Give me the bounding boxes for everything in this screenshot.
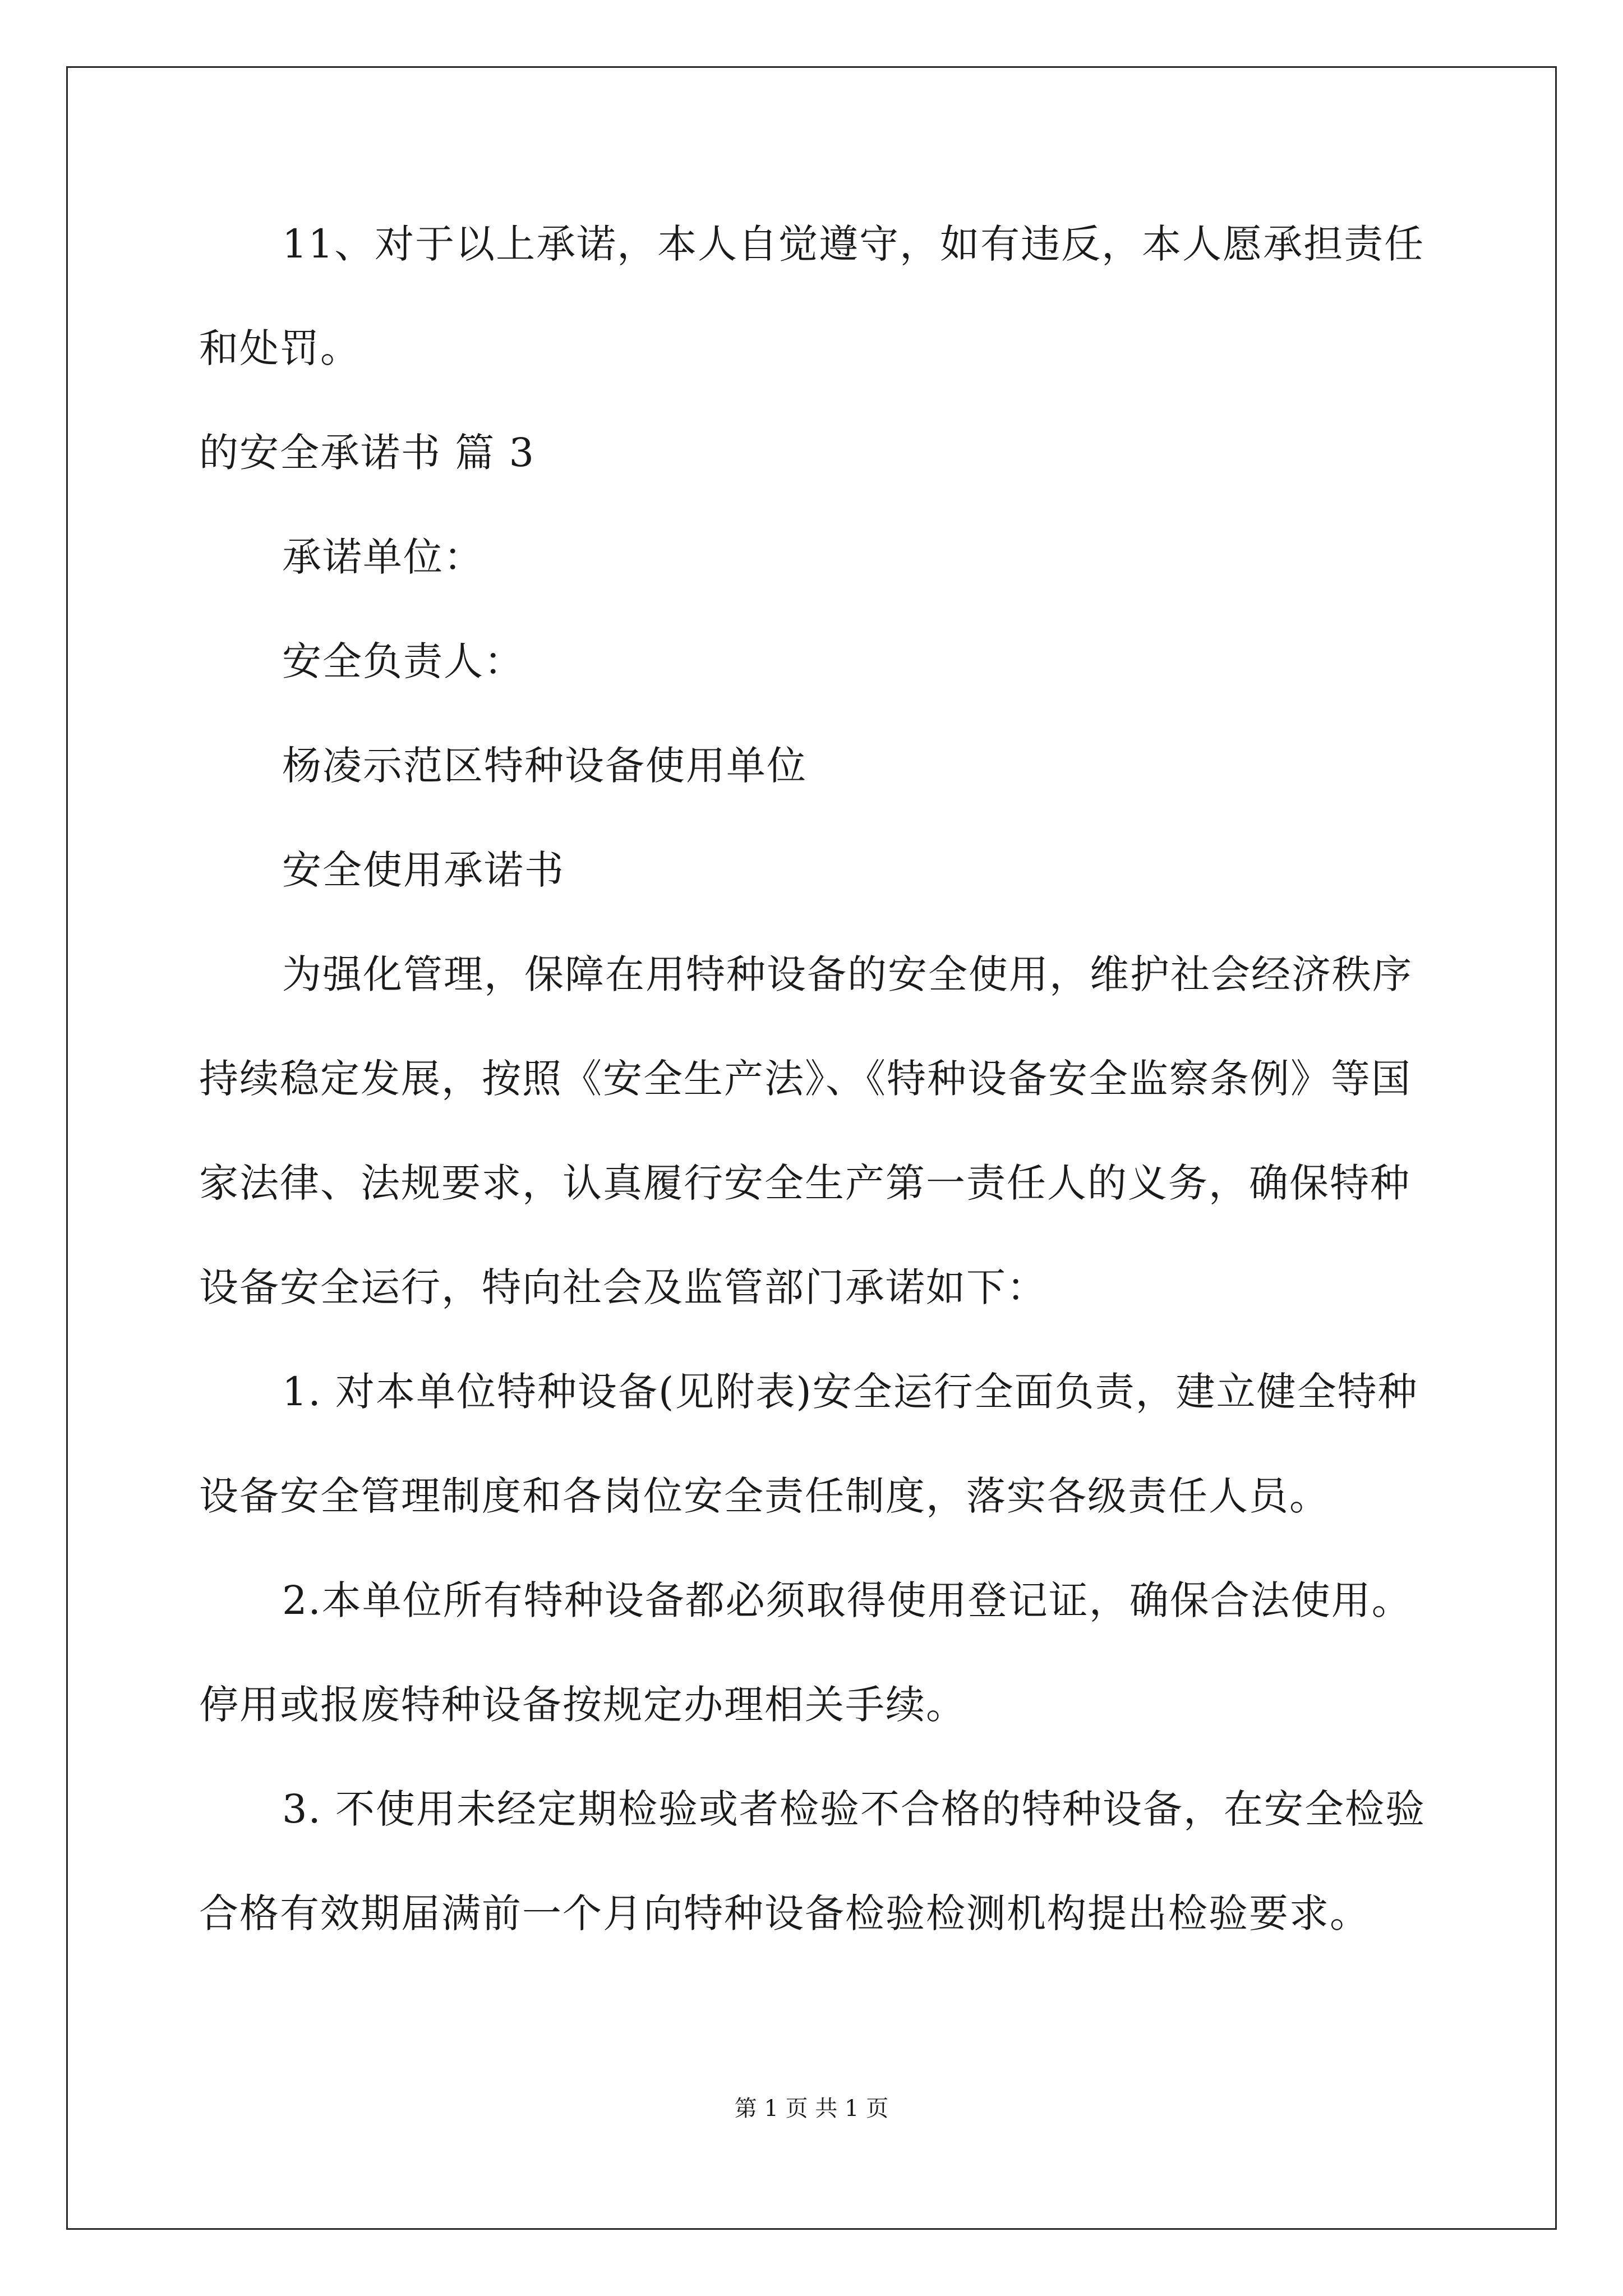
page-footer: 第 1 页 共 1 页 [734,2096,889,2122]
section-heading: 的安全承诺书 篇 3 [199,430,536,476]
paragraph-line: 家法律、法规要求，认真履行安全生产第一责任人的义务，确保特种 [199,1160,1410,1206]
paragraph-line: 3. 不使用未经定期检验或者检验不合格的特种设备，在安全检验 [282,1786,1426,1832]
paragraph-line: 和处罚。 [199,325,361,371]
paragraph-line: 设备安全管理制度和各岗位安全责任制度，落实各级责任人员。 [199,1473,1330,1519]
paragraph-line: 安全负责人： [282,638,524,684]
paragraph-line: 1. 对本单位特种设备(见附表)安全运行全面负责，建立健全特种 [282,1369,1418,1415]
paragraph-line: 杨凌示范区特种设备使用单位 [282,743,807,789]
paragraph-line: 11、对于以上承诺，本人自觉遵守，如有违反，本人愿承担责任 [282,221,1425,267]
paragraph-line: 持续稳定发展，按照《安全生产法》、《特种设备安全监察条例》等国 [199,1056,1412,1102]
paragraph-line: 承诺单位： [282,534,484,580]
paragraph-line: 2.本单位所有特种设备都必须取得使用登记证，确保合法使用。 [282,1577,1412,1623]
paragraph-line: 安全使用承诺书 [282,847,565,893]
paragraph-line: 合格有效期届满前一个月向特种设备检验检测机构提出检验要求。 [199,1890,1370,1936]
paragraph-line: 为强化管理，保障在用特种设备的安全使用，维护社会经济秩序 [282,951,1413,997]
paragraph-line: 停用或报废特种设备按规定办理相关手续。 [199,1682,966,1728]
paragraph-line: 设备安全运行，特向社会及监管部门承诺如下： [199,1264,1047,1310]
